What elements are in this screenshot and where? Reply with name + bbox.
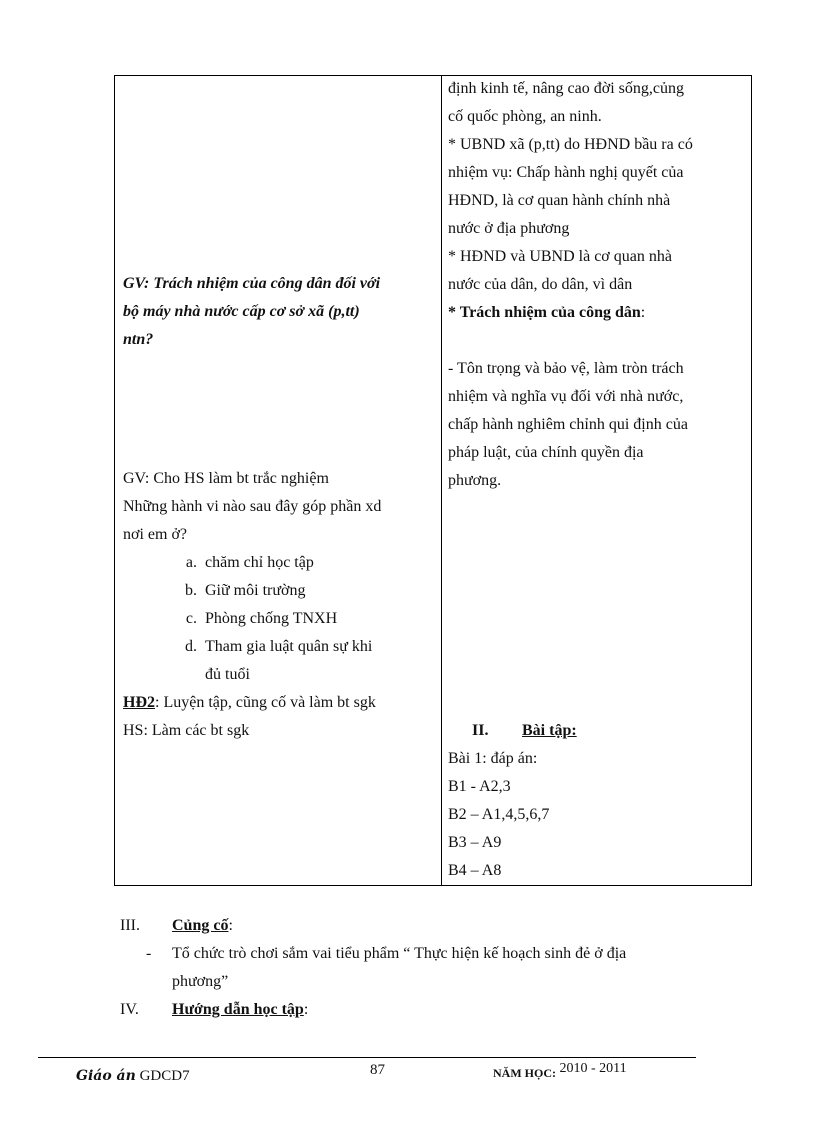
option-text: Tham gia luật quân sự khi: [205, 638, 373, 655]
right-line-3: * UBND xã (p,tt) do HĐND bầu ra có: [448, 136, 693, 153]
section-iv-number: IV.: [120, 1001, 139, 1018]
hd2-label: HĐ2: [123, 694, 155, 711]
activity-line-1: Tổ chức trò chơi sắm vai tiểu phẩm “ Thực hiện kế hoạch sinh đẻ ở địa: [172, 945, 627, 962]
column-divider: [441, 76, 442, 885]
section-iii-title: Củng cố: [172, 917, 229, 934]
footer-year: [493, 1061, 627, 1082]
right-line-12: chấp hành nghiêm chỉnh qui định của: [448, 416, 688, 433]
page-number: 87: [370, 1062, 385, 1078]
heading-colon: :: [640, 304, 646, 321]
quiz-option-c: [173, 609, 337, 629]
option-letter: c.: [185, 610, 197, 627]
right-line-4: nhiệm vụ: Chấp hành nghị quyết của: [448, 164, 684, 181]
section-iii-colon: :: [228, 917, 233, 934]
right-line-14: phương.: [448, 472, 502, 489]
answer-intro: Bài 1: đáp án:: [448, 750, 538, 767]
answer-line: B2 – A1,4,5,6,7: [448, 806, 550, 823]
option-text: Phòng chống TNXH: [205, 610, 338, 627]
option-letter: d.: [185, 638, 197, 655]
section-iv-colon: :: [303, 1001, 309, 1018]
option-text: Giữ môi trường: [205, 582, 306, 599]
answer-line: B1 - A2,3: [448, 778, 511, 795]
activity-line-2: phương”: [172, 973, 229, 990]
lesson-table: [114, 75, 752, 886]
year-label: NĂM HỌC:: [493, 1066, 556, 1080]
gv-question-line-3: ntn?: [123, 331, 154, 348]
quiz-option-a: [173, 553, 314, 573]
right-line-6: nước ở địa phương: [448, 220, 570, 237]
hd2-text: : Luyện tập, cũng cố và làm bt sgk: [155, 694, 376, 711]
answer-line: B4 – A8: [448, 862, 502, 879]
quiz-option-b: [173, 581, 305, 601]
option-letter: a.: [185, 554, 197, 571]
quiz-question-line-1: Những hành vi nào sau đây góp phần xd: [123, 498, 382, 515]
footer-label: Giáo án: [76, 1068, 136, 1084]
footer-rule: [38, 1057, 696, 1058]
section-iii-heading: [172, 916, 233, 936]
hs-line: HS: Làm các bt sgk: [123, 722, 250, 739]
year-value: 2010 - 2011: [559, 1061, 627, 1076]
option-letter: b.: [185, 582, 197, 599]
answer-line: B3 – A9: [448, 834, 502, 851]
hd2-line: [123, 693, 376, 713]
right-line-2: cố quốc phòng, an ninh.: [448, 108, 602, 125]
right-line-1: định kinh tế, nâng cao đời sống,củng: [448, 80, 684, 97]
section-iv-heading: [172, 1000, 308, 1020]
right-line-11: nhiệm và nghĩa vụ đối với nhà nước,: [448, 388, 684, 405]
right-line-7: * HĐND và UBND là cơ quan nhà: [448, 248, 672, 265]
section-iii-number: III.: [120, 917, 140, 934]
quiz-option-d-continued: đủ tuổi: [205, 666, 250, 683]
right-line-8: nước của dân, do dân, vì dân: [448, 276, 633, 293]
quiz-question-line-2: nơi em ở?: [123, 526, 188, 543]
quiz-option-d: [173, 637, 372, 657]
gv-question-line-1: GV: Trách nhiệm của công dân đối với: [123, 275, 381, 292]
section-ii-number: II.: [472, 722, 489, 739]
right-line-5: HĐND, là cơ quan hành chính nhà: [448, 192, 671, 209]
footer-left: [76, 1068, 190, 1085]
footer-subject: GDCD7: [139, 1068, 190, 1084]
section-ii-title: Bài tập:: [522, 722, 577, 739]
bullet-dash: -: [146, 945, 152, 962]
gv-quiz-line: GV: Cho HS làm bt trắc nghiệm: [123, 470, 329, 487]
right-line-13: pháp luật, của chính quyền địa: [448, 444, 644, 461]
gv-question-line-2: bộ máy nhà nước cấp cơ sở xã (p,tt): [123, 303, 360, 320]
right-line-10: - Tôn trọng và bảo vệ, làm tròn trách: [448, 360, 684, 377]
option-text: chăm chỉ học tập: [205, 554, 314, 571]
citizen-responsibility-heading: [448, 303, 645, 323]
heading-text: * Trách nhiệm của công dân: [448, 304, 641, 321]
section-iv-title: Hướng dẫn học tập: [172, 1001, 304, 1018]
